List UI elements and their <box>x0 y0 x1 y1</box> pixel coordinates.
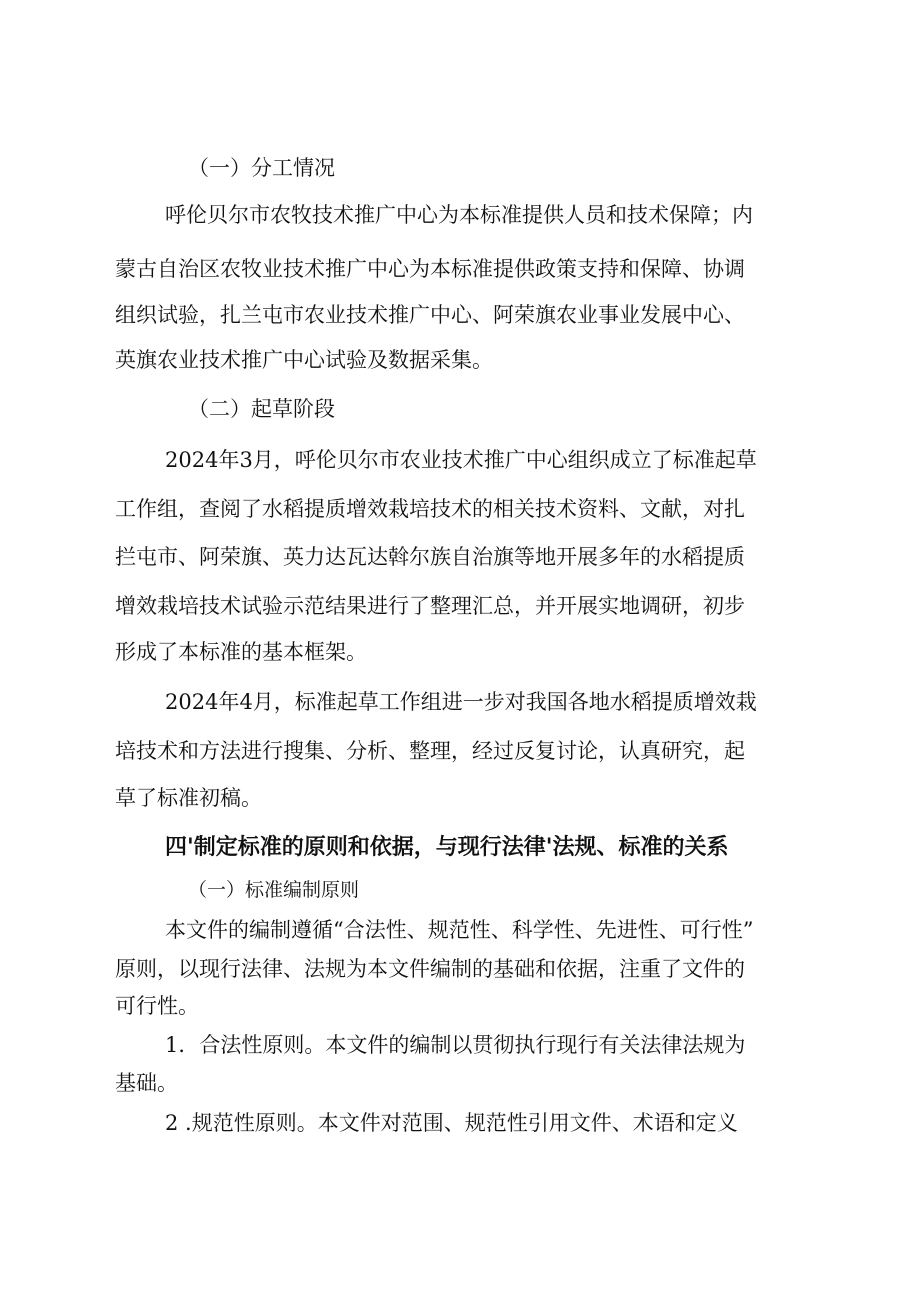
paragraph-line: 英旗农业技术推广中心试验及数据采集。 <box>115 348 493 372</box>
section-1-heading: （一）分工情况 <box>188 156 335 180</box>
paragraph-line: 草了标准初稿。 <box>115 786 262 810</box>
paragraph-line: 蒙古自治区农牧业技术推广中心为本标准提供政策支持和保障、协调 <box>115 257 745 281</box>
list-item-line: 2 .规范性原则。本文件对范围、规范性引用文件、术语和定义 <box>165 1111 738 1135</box>
paragraph-line: 呼伦贝尔市农牧技术推广中心为本标准提供人员和技术保障；内 <box>165 203 753 227</box>
paragraph-line: 形成了本标准的基本框架。 <box>115 640 367 664</box>
paragraph-line: 拦屯市、阿荣旗、英力达瓦达斡尔族自治旗等地开展多年的水稻提质 <box>115 545 745 569</box>
paragraph-line: 可行性。 <box>115 994 199 1018</box>
paragraph-line: 本文件的编制遵循“合法性、规范性、科学性、先进性、可行性” <box>165 918 754 942</box>
section-4-heading: 四'制定标准的原则和依据，与现行法律'法规、标准的关系 <box>165 835 729 860</box>
paragraph-line: 工作组，查阅了水稻提质增效栽培技术的相关技术资料、文献，对扎 <box>115 497 745 521</box>
paragraph-line: 培技术和方法进行搜集、分析、整理，经过反复讨论，认真研究，起 <box>115 739 745 763</box>
section-2-heading: （二）起草阶段 <box>188 397 335 421</box>
list-item-line: 1．合法性原则。本文件的编制以贯彻执行现行有关法律法规为 <box>165 1033 746 1057</box>
paragraph-line: 2024年3月，呼伦贝尔市农业技术推广中心组织成立了标准起草 <box>165 448 757 472</box>
paragraph-line: 组织试验，扎兰屯市农业技术推广中心、阿荣旗农业事业发展中心、 <box>115 303 745 327</box>
subsection-heading: （一）标准编制原则 <box>188 879 360 901</box>
list-item-line: 基础。 <box>115 1071 178 1095</box>
paragraph-line: 2024年4月，标准起草工作组进一步对我国各地水稻提质增效栽 <box>165 690 757 714</box>
paragraph-line: 原则，以现行法律、法规为本文件编制的基础和依据，注重了文件的 <box>115 957 745 981</box>
paragraph-line: 增效栽培技术试验示范结果进行了整理汇总，并开展实地调研，初步 <box>115 594 745 618</box>
